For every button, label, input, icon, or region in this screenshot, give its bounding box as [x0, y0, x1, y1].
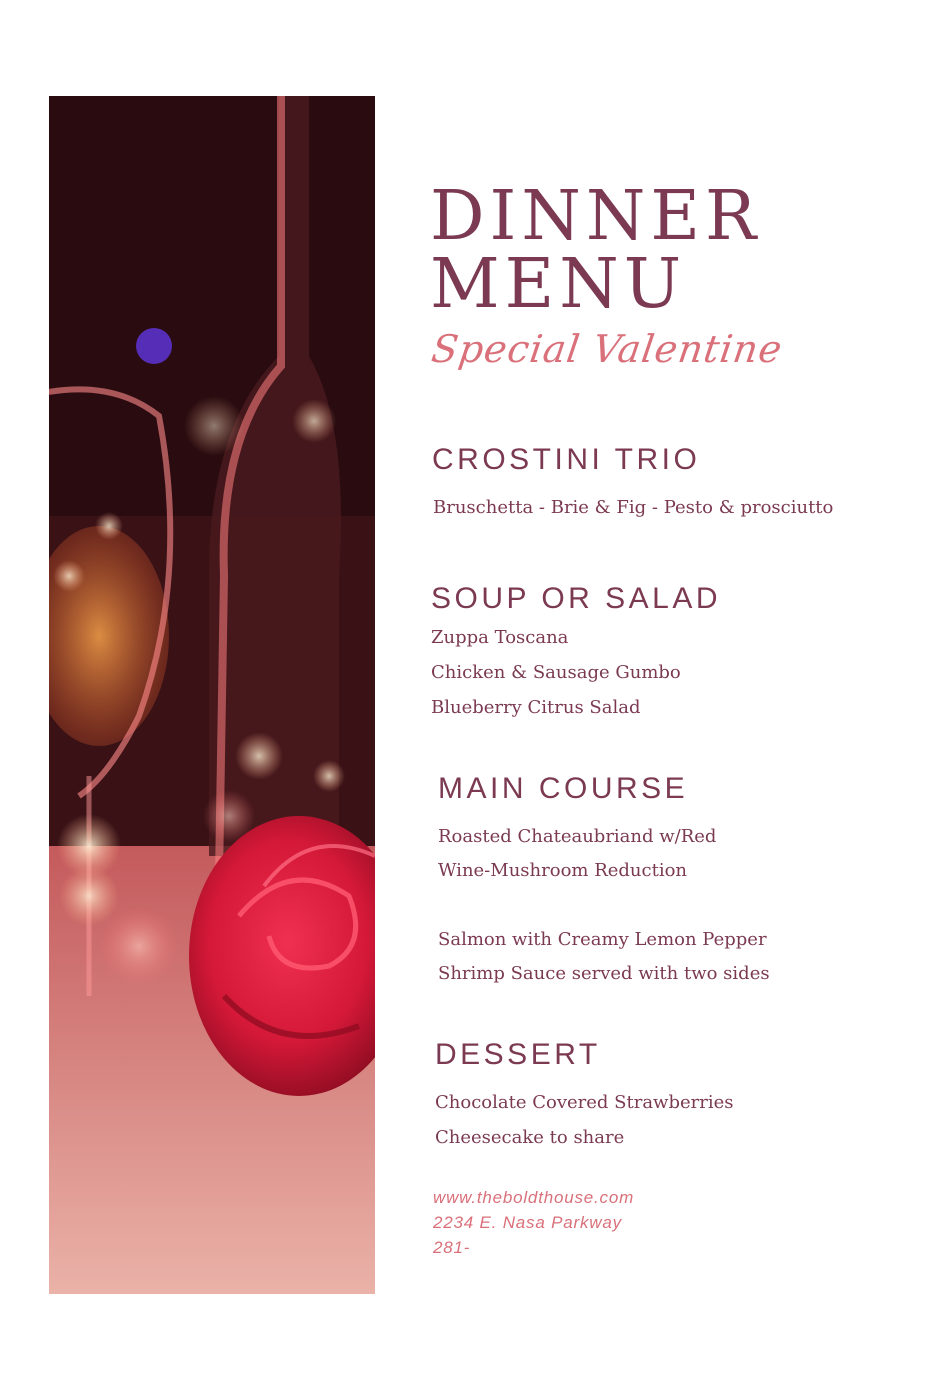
menu-item-soup-3: Blueberry Citrus Salad: [431, 697, 641, 718]
menu-item-main-2: Wine-Mushroom Reduction: [438, 860, 688, 881]
menu-item-soup-2: Chicken & Sausage Gumbo: [431, 662, 681, 683]
menu-item-main-4: Shrimp Sauce served with two sides: [438, 963, 770, 984]
phone-text: 281-: [433, 1238, 471, 1257]
photo-illustration: [49, 96, 375, 1294]
menu-item-main-3: Salmon with Creamy Lemon Pepper: [438, 929, 767, 950]
section-heading-main: MAIN COURSE: [438, 772, 689, 805]
address-text: 2234 E. Nasa Parkway: [433, 1213, 622, 1232]
website-link[interactable]: www.theboldthouse.com: [433, 1188, 635, 1207]
menu-item-crostini: Bruschetta - Brie & Fig - Pesto & prosciutto: [433, 497, 834, 518]
menu-item-soup-1: Zuppa Toscana: [431, 627, 569, 648]
menu-item-dessert-1: Chocolate Covered Strawberries: [435, 1092, 734, 1113]
valentine-photo: [49, 96, 375, 1294]
section-heading-dessert: DESSERT: [435, 1038, 601, 1071]
section-heading-crostini: CROSTINI TRIO: [432, 443, 701, 476]
title-line-dinner: DINNER: [430, 177, 762, 256]
title-line-menu: MENU: [430, 245, 687, 324]
menu-title: [430, 177, 762, 324]
menu-subtitle: Special Valentine: [428, 327, 786, 371]
contact-footer: [433, 1185, 634, 1260]
menu-item-dessert-2: Cheesecake to share: [435, 1127, 625, 1148]
section-heading-soup: SOUP OR SALAD: [431, 582, 722, 615]
menu-item-main-1: Roasted Chateaubriand w/Red: [438, 826, 717, 847]
